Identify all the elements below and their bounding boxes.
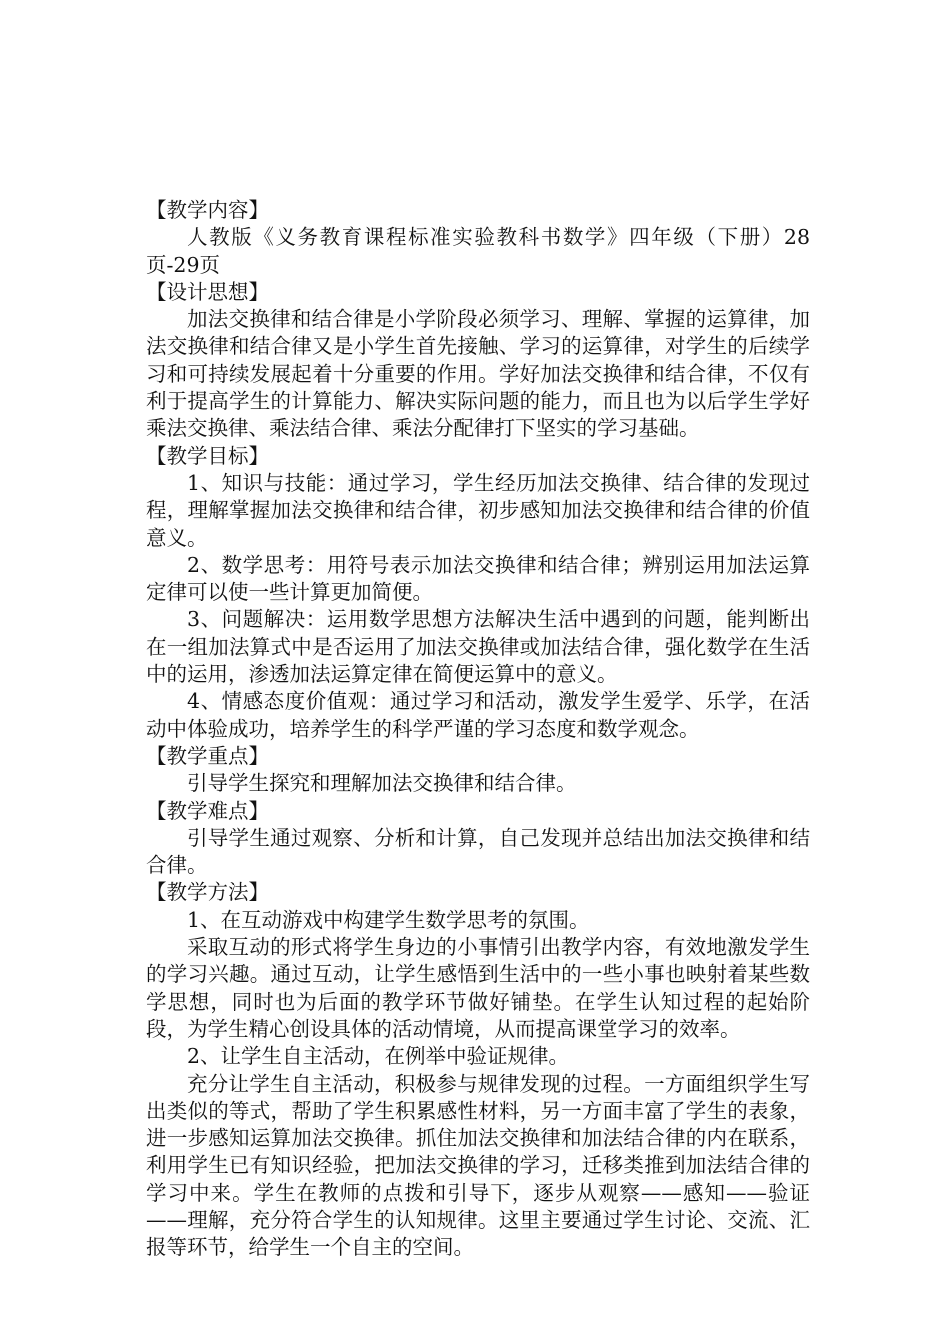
section-heading: 【设计思想】 — [146, 279, 269, 304]
document-page — [146, 197, 810, 1262]
section-heading: 【教学方法】 — [146, 880, 269, 905]
section-heading: 【教学内容】 — [146, 198, 269, 222]
section-heading: 【教学重点】 — [146, 743, 269, 768]
section-heading: 【教学难点】 — [146, 798, 269, 823]
section-content — [146, 197, 810, 279]
section-paragraph: 1、在互动游戏中构建学生数学思考的氛围。 — [187, 907, 590, 932]
section-difficulties — [146, 798, 810, 880]
section-paragraph: 充分让学生自主活动，积极参与规律发现的过程。一方面组织学生写出类似的等式，帮助了学生积累感性材料，另一方面丰富了学生的表象，进一步感知运算加法交换律。抓住加法交换律和加法结合律的内在联系，利用学生已有知识经验，把加法交换律的学习，迁移类推到加法结合律的学习中来。学生在教师的点拨和引导下，逐步从观察——感知——验证——理解，充分符合学生的认知规律。这里主要通过学生讨论、交流、汇报等环节，给学生一个自主的空间。 — [146, 1071, 810, 1260]
section-paragraph: 3、问题解决：运用数学思想方法解决生活中遇到的问题，能判断出在一组加法算式中是否运用了加法交换律或加法结合律，强化数学在生活中的运用，渗透加法运算定律在简便运算中的意义。 — [146, 607, 810, 687]
section-paragraph: 2、让学生自主活动，在例举中验证规律。 — [187, 1044, 570, 1069]
section-methods — [146, 879, 810, 1261]
section-paragraph: 4、情感态度价值观：通过学习和活动，激发学生爱学、乐学，在活动中体验成功，培养学生的科学严谨的学习态度和数学观念。 — [146, 689, 810, 741]
section-paragraph: 引导学生探究和理解加法交换律和结合律。 — [187, 771, 577, 796]
section-teaching-goals — [146, 443, 810, 743]
section-key-points — [146, 743, 810, 798]
section-paragraph: 2、数学思考：用符号表示加法交换律和结合律；辨别运用加法运算定律可以使一些计算更加简便。 — [146, 552, 810, 605]
section-paragraph: 采取互动的形式将学生身边的小事情引出教学内容，有效地激发学生的学习兴趣。通过互动，让学生感悟到生活中的一些小事也映射着某些数学思想，同时也为后面的教学环节做好铺垫。在学生认知过程的起始阶段，为学生精心创设具体的活动情境，从而提高课堂学习的效率。 — [146, 935, 810, 1041]
section-paragraph: 加法交换律和结合律是小学阶段必须学习、理解、掌握的运算律，加法交换律和结合律又是小学生首先接触、学习的运算律，对学生的后续学习和可持续发展起着十分重要的作用。学好加法交换律和结合律，不仅有利于提高学生的计算能力、解决实际问题的能力，而且也为以后学生学好乘法交换律、乘法结合律、乘法分配律打下坚实的学习基础。 — [146, 307, 810, 441]
section-paragraph: 引导学生通过观察、分析和计算，自己发现并总结出加法交换律和结合律。 — [146, 825, 810, 878]
section-paragraph: 人教版《义务教育课程标准实验教科书数学》四年级（下册）28页-29页 — [146, 225, 810, 277]
section-heading: 【教学目标】 — [146, 443, 269, 468]
section-paragraph: 1、知识与技能：通过学习，学生经历加法交换律、结合律的发现过程，理解掌握加法交换律和结合律，初步感知加法交换律和结合律的价值意义。 — [146, 470, 810, 550]
section-design-idea — [146, 279, 810, 443]
